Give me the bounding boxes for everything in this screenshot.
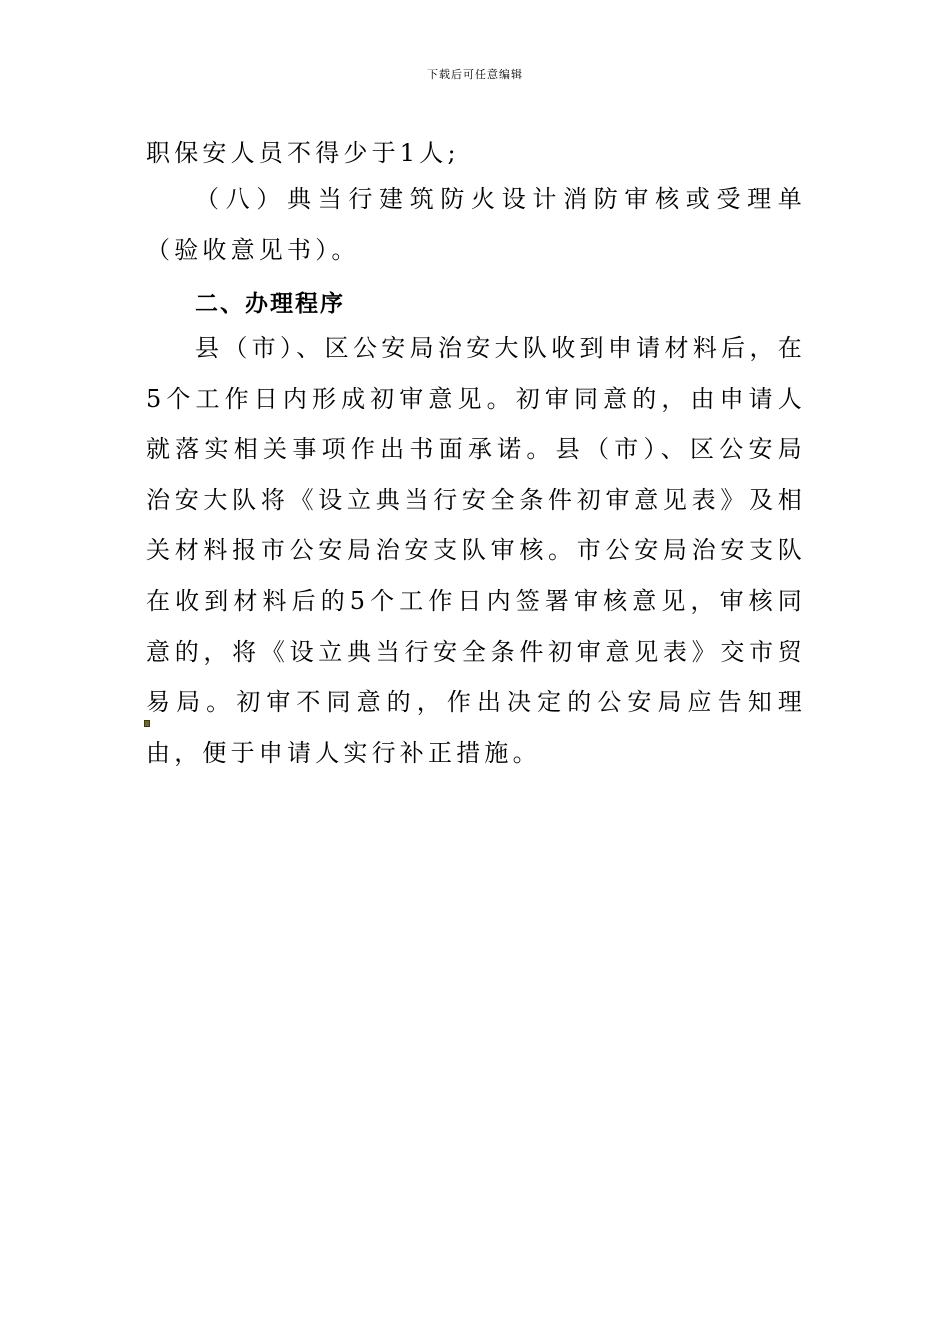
procedure-paragraph: 县（市）、区公安局治安大队收到申请材料后，在5个工作日内形成初审意见。初审同意的，由申请人就落实相关事项作出书面承诺。县（市）、区公安局治安大队将《设立典当行安全条件初审意见表》及相关材料报市公安局治安支队审核。市公安局治安支队在收到材料后的5个工作日内签署审核意见，审核同意的，将《设立典当行安全条件初审意见表》交市贸易局。初审不同意的，作出决定的公安局应告知理由，便于申请人实行补正措施。 — [146, 334, 806, 767]
item-eight-paragraph: （八）典当行建筑防火设计消防审核或受理单（验收意见书）。 — [146, 185, 806, 264]
paragraph-end-marker — [144, 720, 150, 727]
page-header: 下载后可任意编辑 — [427, 68, 523, 81]
section-heading: 二、办理程序 — [195, 291, 345, 317]
text-line-continuation: 职保安人员不得少于1人; — [146, 139, 460, 167]
